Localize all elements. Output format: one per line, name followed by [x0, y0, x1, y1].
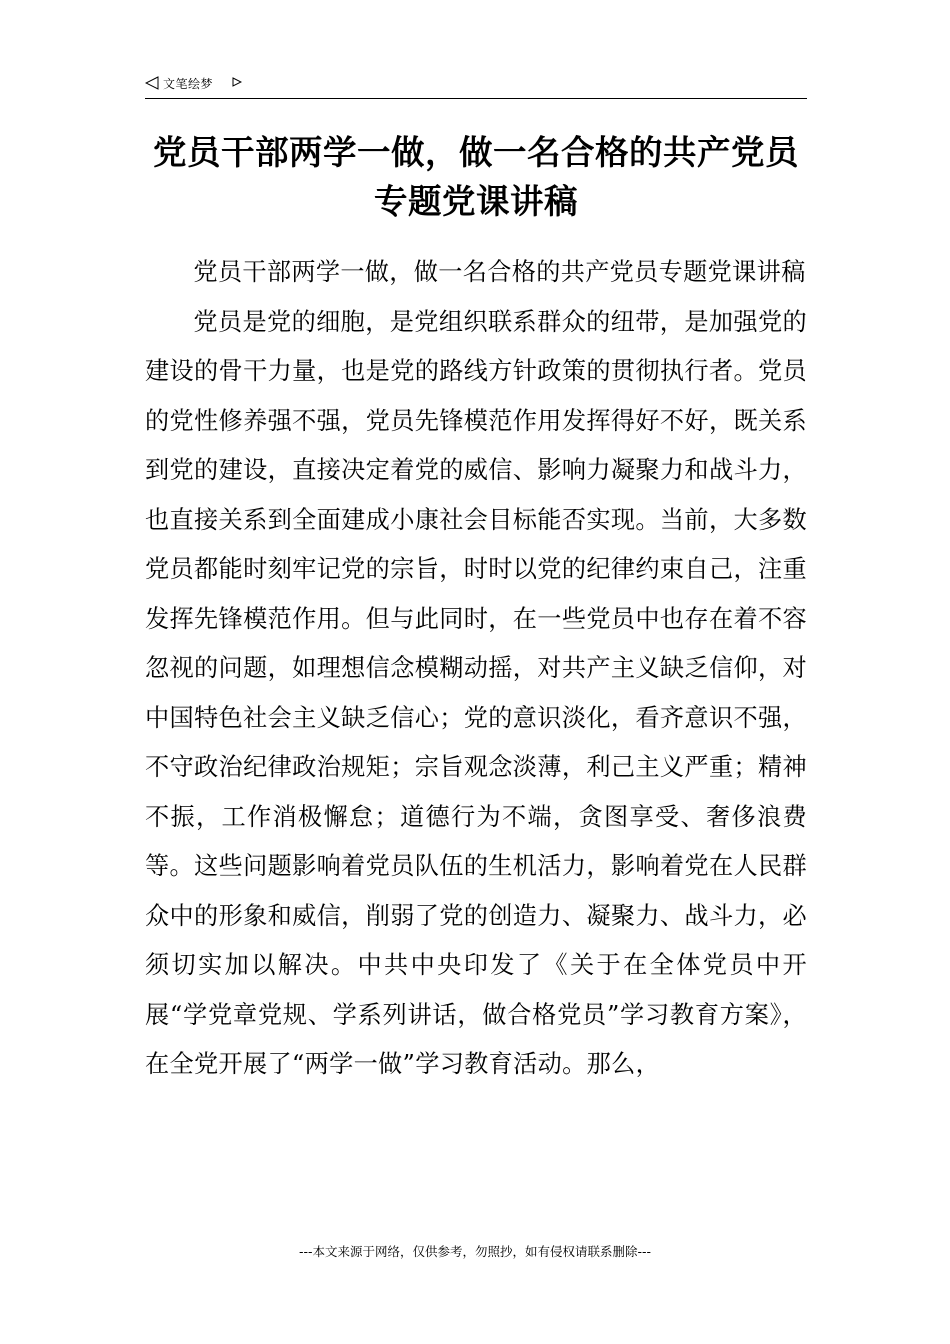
body-paragraph: 党员干部两学一做，做一名合格的共产党员专题党课讲稿 — [193, 258, 806, 286]
document-body — [145, 248, 807, 1090]
document-title: 党员干部两学一做，做一名合格的共产党员专题党课讲稿 — [153, 133, 799, 221]
right-triangle-outline-icon — [232, 77, 242, 87]
page-header — [145, 74, 807, 99]
left-triangle-outline-icon — [145, 76, 159, 90]
header-label: 文笔绘梦 — [163, 77, 214, 91]
body-paragraph: 党员是党的细胞，是党组织联系群众的纽带，是加强党的建设的骨干力量，也是党的路线方针政策的贯彻执行者。党员的党性修养强不强，党员先锋模范作用发挥得好不好，既关系到党的建设，直接决定着党的威信、影响力凝聚力和战斗力，也直接关系到全面建成小康社会目标能否实现。当前，大多数党员都能时刻牢记党的宗旨，时时以党的纪律约束自己，注重发挥先锋模范作用。但与此同时，在一些党员中也存在着不容忽视的问题，如理想信念模糊动摇，对共产主义缺乏信仰，对中国特色社会主义缺乏信心；党的意识淡化，看齐意识不强，不守政治纪律政治规矩；宗旨观念淡薄，利己主义严重；精神不振，工作消极懈怠；道德行为不端，贪图享受、奢侈浪费等。这些问题影响着党员队伍的生机活力，影响着党在人民群众中的形象和威信，削弱了党的创造力、凝聚力、战斗力，必须切实加以解决。中共中央印发了《关于在全体党员中开展“学党章党规、学系列讲话，做合格党员”学习教育方案》，在全党开展了“两学一做”学习教育活动。那么， — [145, 307, 807, 1078]
page-footer: ---本文来源于网络，仅供参考，勿照抄，如有侵权请联系删除--- — [298, 1244, 652, 1259]
